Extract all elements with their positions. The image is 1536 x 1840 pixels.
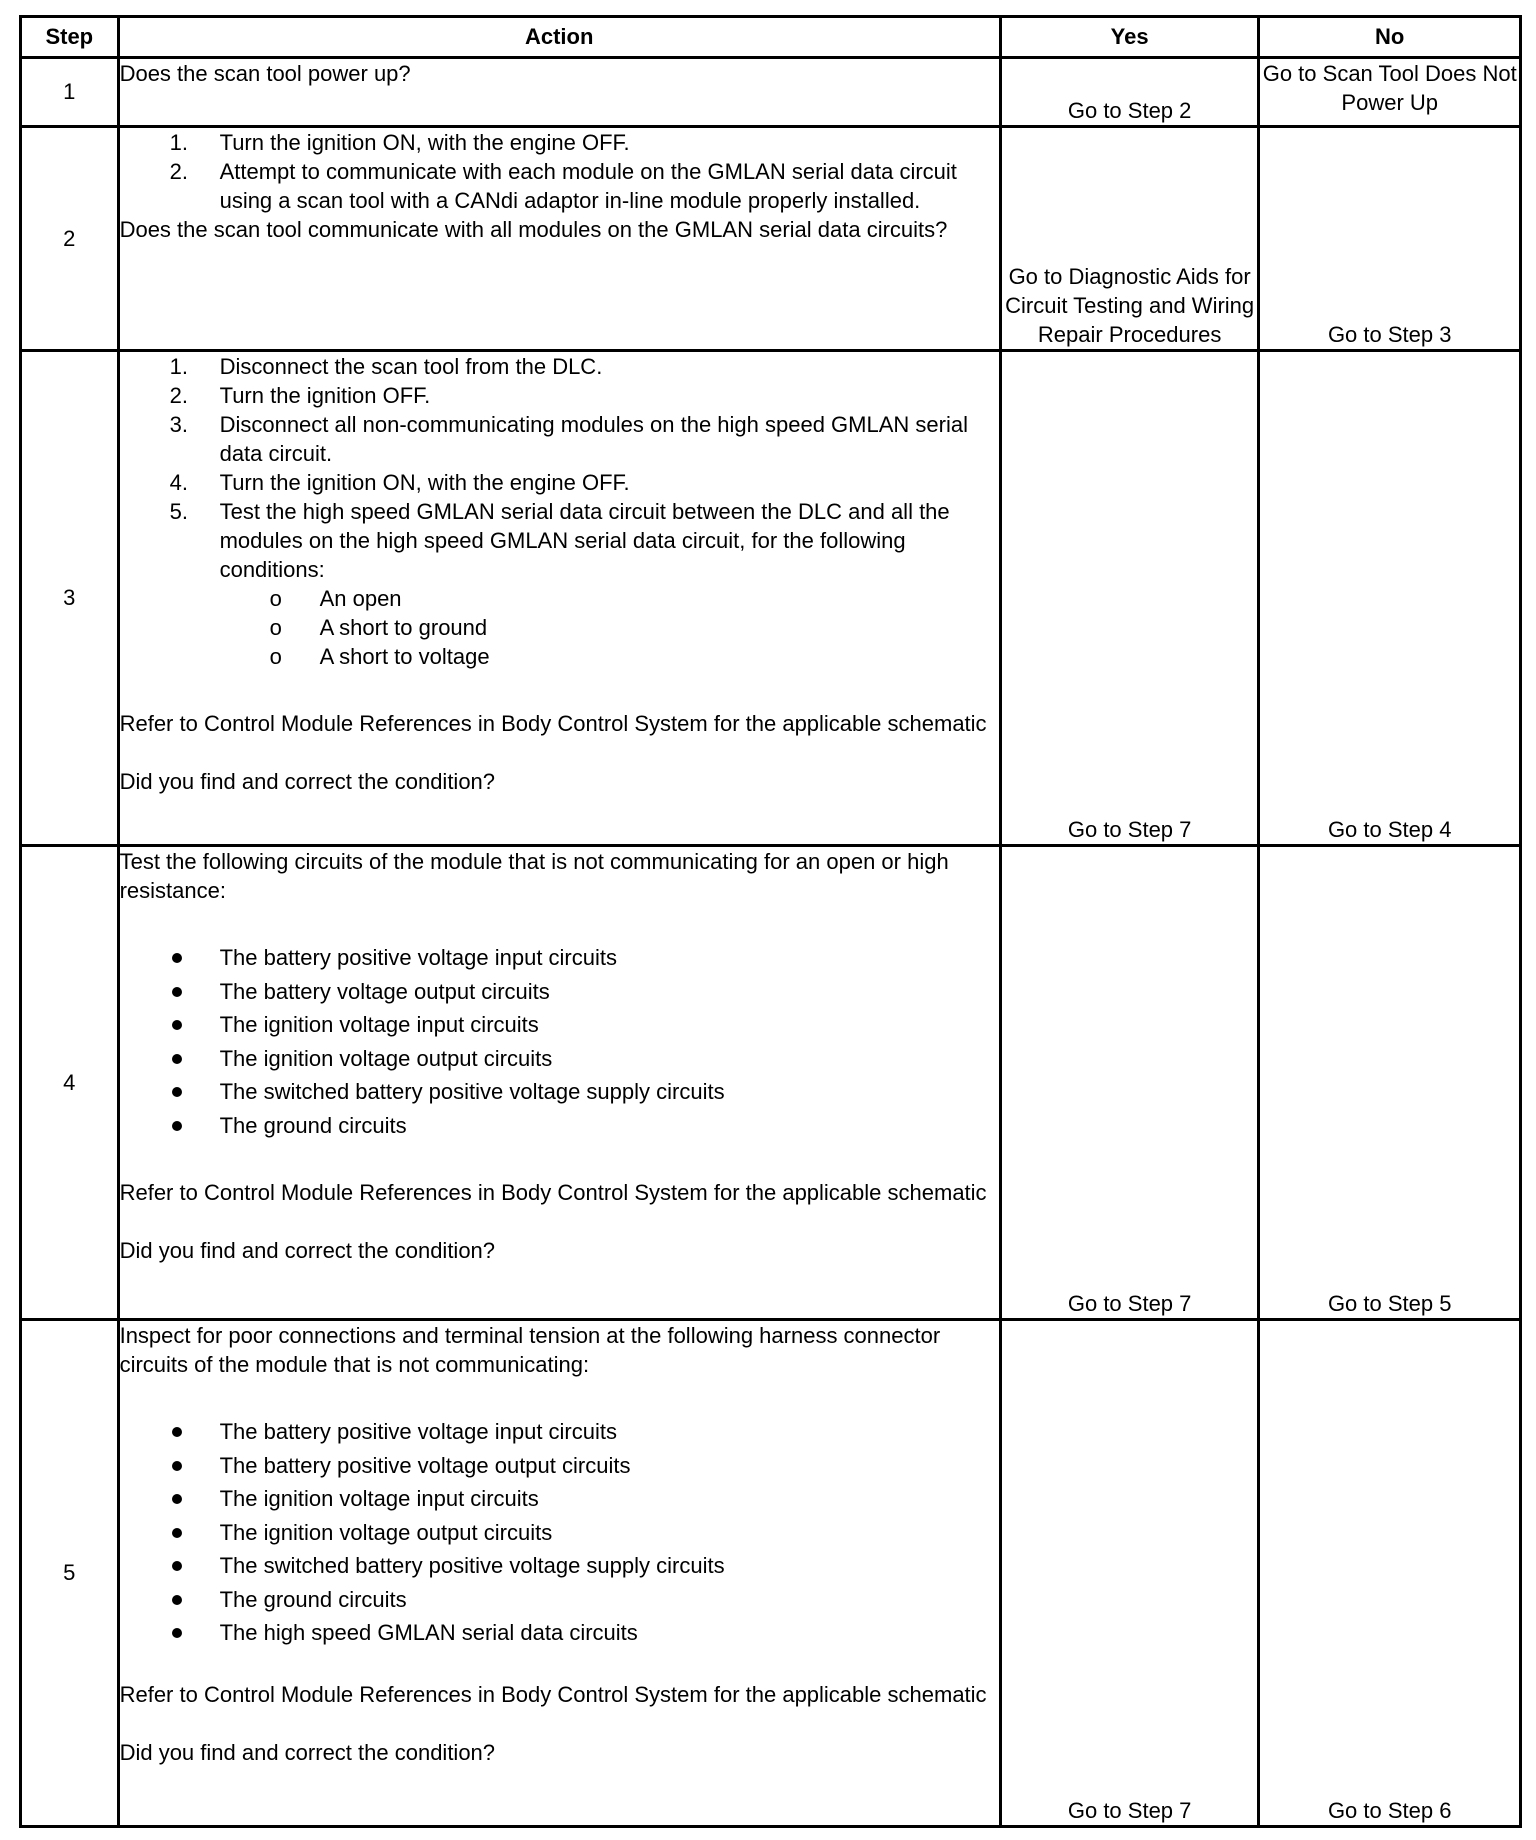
no-cell: Go to Step 3: [1259, 127, 1521, 351]
list-item: o A short to ground: [269, 615, 488, 640]
bullet-icon: [172, 1087, 182, 1097]
reference-text: Refer to Control Module References in Body Control System for the applicable schematic: [119, 1681, 987, 1707]
list-item: The battery positive voltage output circuits: [120, 1449, 999, 1483]
intro-text: Inspect for poor connections and terminal tension at the following harness connector circuits of the module that is not communicating:: [119, 1323, 941, 1377]
header-row: [21, 17, 1521, 58]
table-row-step-5: [21, 1320, 1521, 1827]
table-row-step-1: [21, 58, 1521, 127]
bullet-icon: [172, 1494, 182, 1504]
bullet-icon: [172, 1595, 182, 1605]
numbered-list: [120, 352, 999, 584]
list-item: The battery positive voltage input circuits: [120, 1415, 999, 1449]
list-item: The ignition voltage input circuits: [120, 1008, 999, 1042]
header-action: Action: [118, 17, 1000, 58]
no-cell: Go to Step 5: [1259, 846, 1521, 1320]
list-item: 1. Disconnect the scan tool from the DLC.: [169, 354, 603, 379]
action-cell: [118, 127, 1000, 351]
list-item: 4. Turn the ignition ON, with the engine OFF.: [169, 470, 630, 495]
step-number: 3: [21, 351, 119, 846]
table-row-step-3: [21, 351, 1521, 846]
yes-cell: Go to Step 7: [1000, 351, 1259, 846]
bullet-icon: [172, 1020, 182, 1030]
list-item: The ground circuits: [120, 1583, 999, 1617]
header-step: Step: [21, 17, 119, 58]
question-text: Does the scan tool power up?: [119, 61, 411, 86]
reference-text: Refer to Control Module References in Body Control System for the applicable schematic: [119, 711, 987, 736]
bullet-icon: [172, 953, 182, 963]
list-item: The switched battery positive voltage supply circuits: [120, 1549, 999, 1583]
bullet-icon: [172, 1054, 182, 1064]
table-row-step-4: [21, 846, 1521, 1320]
action-cell: [118, 58, 1000, 127]
bullet-list: [120, 1415, 999, 1650]
table-row-step-2: [21, 127, 1521, 351]
step-number: 1: [21, 58, 119, 127]
bullet-icon: [172, 1561, 182, 1571]
header-no: No: [1259, 17, 1521, 58]
reference-text: Refer to Control Module References in Body Control System for the applicable schematic: [119, 1180, 987, 1205]
diagnostic-table: [19, 15, 1522, 1828]
bullet-icon: [172, 1528, 182, 1538]
intro-text: Test the following circuits of the module that is not communicating for an open or high resistance:: [119, 849, 949, 903]
question-text: Did you find and correct the condition?: [119, 1238, 496, 1263]
question-text: Did you find and correct the condition?: [119, 769, 496, 794]
list-item: The high speed GMLAN serial data circuits: [120, 1616, 999, 1650]
no-cell: Go to Step 4: [1259, 351, 1521, 846]
list-item: The ground circuits: [120, 1109, 999, 1143]
list-item: The battery positive voltage input circuits: [120, 941, 999, 975]
action-cell: [118, 351, 1000, 846]
list-item: The ignition voltage input circuits: [120, 1482, 999, 1516]
step-number: 5: [21, 1320, 119, 1827]
condition-list: [120, 584, 999, 671]
list-item: o An open: [269, 586, 402, 611]
list-item: 2. Turn the ignition OFF.: [169, 383, 431, 408]
list-item: The ignition voltage output circuits: [120, 1042, 999, 1076]
bullet-icon: [172, 987, 182, 997]
list-item: 5. Test the high speed GMLAN serial data circuit between the DLC and all the modules on the high speed GMLAN serial data circuit, for the following conditions:: [169, 499, 950, 582]
list-item: o A short to voltage: [269, 644, 490, 669]
step-number: 2: [21, 127, 119, 351]
bullet-icon: [172, 1628, 182, 1638]
list-item: The ignition voltage output circuits: [120, 1516, 999, 1550]
question-text: Does the scan tool communicate with all modules on the GMLAN serial data circuits?: [119, 217, 948, 242]
list-item: The battery voltage output circuits: [120, 975, 999, 1009]
bullet-icon: [172, 1427, 182, 1437]
step-number: 4: [21, 846, 119, 1320]
numbered-list: [120, 128, 999, 215]
list-item: 2. Attempt to communicate with each module on the GMLAN serial data circuit using a scan tool with a CANdi adaptor in-line module properly installed.: [169, 159, 957, 213]
list-item: 3. Disconnect all non-communicating modules on the high speed GMLAN serial data circuit.: [169, 412, 968, 466]
no-cell: Go to Step 6: [1259, 1320, 1521, 1827]
list-item: The switched battery positive voltage supply circuits: [120, 1075, 999, 1109]
no-cell: Go to Scan Tool Does Not Power Up: [1259, 58, 1521, 127]
bullet-icon: [172, 1121, 182, 1131]
action-cell: [118, 1320, 1000, 1827]
yes-cell: Go to Step 7: [1000, 846, 1259, 1320]
bullet-icon: [172, 1461, 182, 1471]
list-item: 1. Turn the ignition ON, with the engine OFF.: [169, 130, 630, 155]
yes-cell: Go to Step 2: [1000, 58, 1259, 127]
bullet-list: [120, 941, 999, 1142]
yes-cell: Go to Step 7: [1000, 1320, 1259, 1827]
header-yes: Yes: [1000, 17, 1259, 58]
action-cell: [118, 846, 1000, 1320]
question-text: Did you find and correct the condition?: [119, 1739, 496, 1765]
yes-cell: Go to Diagnostic Aids for Circuit Testing and Wiring Repair Procedures: [1000, 127, 1259, 351]
